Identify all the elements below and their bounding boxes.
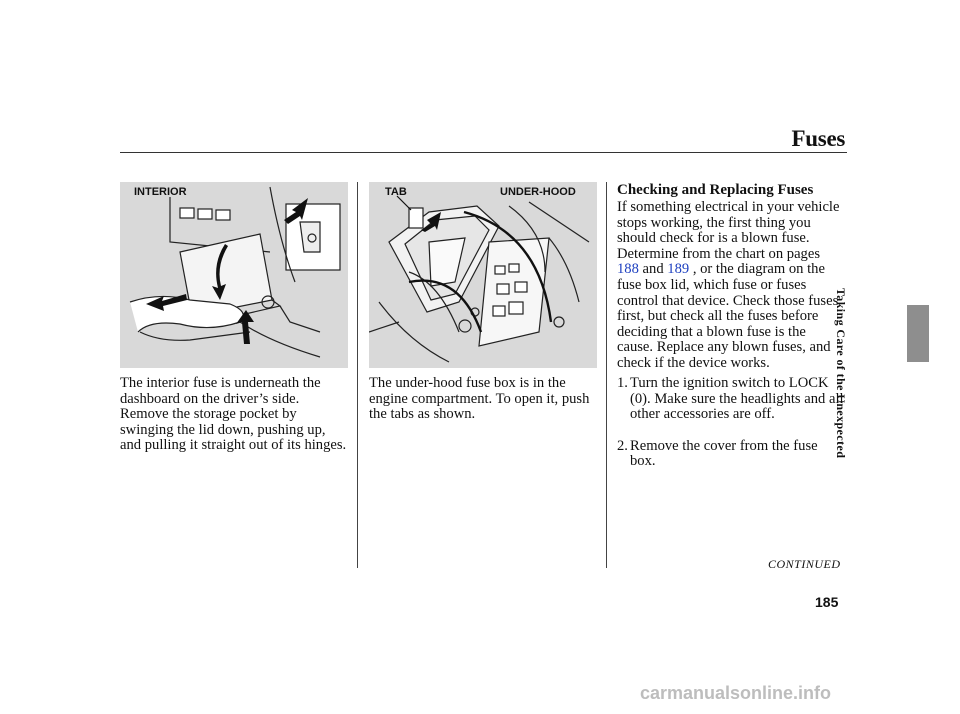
interior-fuse-paragraph: The interior fuse is underneath the dashboard on the driver’s side. Remove the storage pocket by swinging the lid down, pushing up, and pulling it straight out of its hinges. <box>120 375 347 454</box>
interior-illustration <box>120 182 348 368</box>
page-title: Fuses <box>791 126 845 151</box>
underhood-fuse-description <box>369 376 597 423</box>
page-link-188[interactable]: 188 <box>617 261 639 278</box>
intro-text-part2: , or the diagram on the fuse box lid, which fuse or fuses control that device. Check those fuses first, but check all the fuses before deciding that a blown fuse is the cause. Replace any blown fuses, and check if the device works. <box>617 261 839 371</box>
page-number: 185 <box>815 594 839 610</box>
column-divider-right <box>606 182 607 568</box>
figure-label-tab: TAB <box>385 186 407 198</box>
page-link-189[interactable]: 189 <box>667 261 690 278</box>
underhood-fuse-paragraph: The under-hood fuse box is in the engine compartment. To open it, push the tabs as shown. <box>369 375 590 423</box>
column-divider-left <box>357 182 358 568</box>
section-tab-marker <box>907 305 929 362</box>
intro-text-part1: If something electrical in your vehicle stops working, the first thing you should check for is a blown fuse. Determine from the chart on pages <box>617 199 840 262</box>
underhood-fuse-figure <box>369 182 597 368</box>
watermark: carmanualsonline.info <box>640 683 832 703</box>
step-number: 1. <box>617 375 628 391</box>
title-divider <box>120 152 847 153</box>
checking-fuses-section <box>617 182 845 372</box>
underhood-illustration <box>369 182 597 368</box>
step-number: 2. <box>617 437 628 454</box>
figure-label-interior: INTERIOR <box>134 186 187 198</box>
section-heading: Checking and Replacing Fuses <box>617 182 814 198</box>
intro-and: and <box>642 261 664 278</box>
list-item <box>617 376 845 423</box>
step-list <box>617 376 845 470</box>
interior-fuse-figure <box>120 182 348 368</box>
section-tab-label: Taking Care of the Unexpected <box>834 288 848 459</box>
list-item <box>617 439 845 470</box>
step-text: Remove the cover from the fuse box. <box>630 437 818 470</box>
interior-fuse-description <box>120 376 348 454</box>
figure-label-underhood: UNDER-HOOD <box>500 186 576 198</box>
continued-note: CONTINUED <box>768 557 841 571</box>
step-text: Turn the ignition switch to LOCK (0). Make sure the headlights and all other accessories are off. <box>630 375 844 423</box>
checking-fuses-intro <box>617 200 845 372</box>
